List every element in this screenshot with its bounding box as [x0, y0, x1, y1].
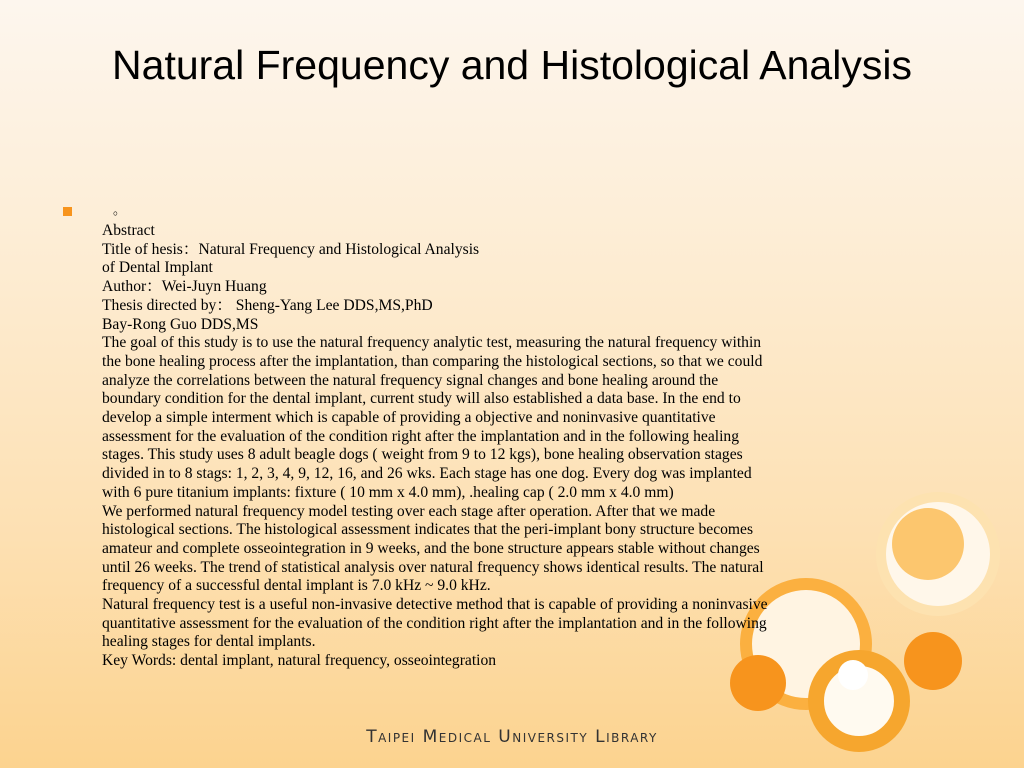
text-line: We performed natural frequency model testing over each stage after operation. After that we made — [102, 502, 716, 520]
text-line: The goal of this study is to use the natural frequency analytic test, measuring the natural frequency within — [102, 334, 762, 352]
footer-library-name: Taipei Medical University Library — [366, 727, 658, 747]
text-line: healing stages for dental implants. — [102, 633, 316, 651]
text-line: Key Words: dental implant, natural frequency, osseointegration — [102, 652, 497, 670]
text-line: Author：Wei-Juyn Huang — [102, 278, 267, 296]
text-line: of Dental Implant — [102, 259, 213, 277]
text-line: amateur and complete osseointegration in 9 weeks, and the bone structure appears stable without changes — [102, 539, 760, 557]
text-line: the bone healing process after the implantation, than comparing the histological sections, so that we could — [102, 352, 763, 370]
abstract-text — [102, 222, 962, 671]
bullet-glyph: 。 — [113, 203, 127, 218]
text-line: analyze the correlations between the natural frequency signal changes and bone healing around the — [102, 371, 719, 389]
text-line: stages. This study uses 8 adult beagle dogs ( weight from 9 to 12 kgs), bone healing observation stages — [102, 446, 743, 464]
text-line: quantitative assessment for the evaluation of the condition right after the implantation and in the following — [102, 614, 767, 632]
text-line: Natural frequency test is a useful non-invasive detective method that is capable of providing a noninvasive — [102, 596, 768, 614]
text-line: Thesis directed by： Sheng-Yang Lee DDS,MS,PhD — [102, 296, 433, 314]
text-line: Title of hesis：Natural Frequency and Histological Analysis — [102, 240, 480, 258]
text-line: assessment for the evaluation of the condition right after the implantation and in the following healing — [102, 427, 740, 445]
text-line: divided in to 8 stags: 1, 2, 3, 4, 9, 12, 16, and 26 wks. Each stage has one dog. Every dog was implanted — [102, 465, 752, 483]
text-line: Bay-Rong Guo DDS,MS — [102, 315, 259, 333]
text-line: with 6 pure titanium implants: fixture ( 10 mm x 4.0 mm), .healing cap ( 2.0 mm x 4.0 mm) — [102, 483, 674, 501]
text-line: develop a simple interment which is capable of providing a objective and noninvasive quantitative — [102, 409, 716, 427]
text-line: until 26 weeks. The trend of statistical analysis over natural frequency shows identical results. The natural — [102, 558, 764, 576]
bullet-square-icon — [63, 207, 72, 216]
text-line: frequency of a successful dental implant is 7.0 kHz ~ 9.0 kHz. — [102, 577, 491, 595]
text-line: histological sections. The histological assessment indicates that the peri-implant bony structure becomes — [102, 521, 754, 539]
text-line: Abstract — [102, 222, 155, 239]
slide-title: Natural Frequency and Histological Analysis — [112, 42, 912, 88]
text-line: boundary condition for the dental implant, current study will also established a data base. In the end to — [102, 390, 741, 408]
